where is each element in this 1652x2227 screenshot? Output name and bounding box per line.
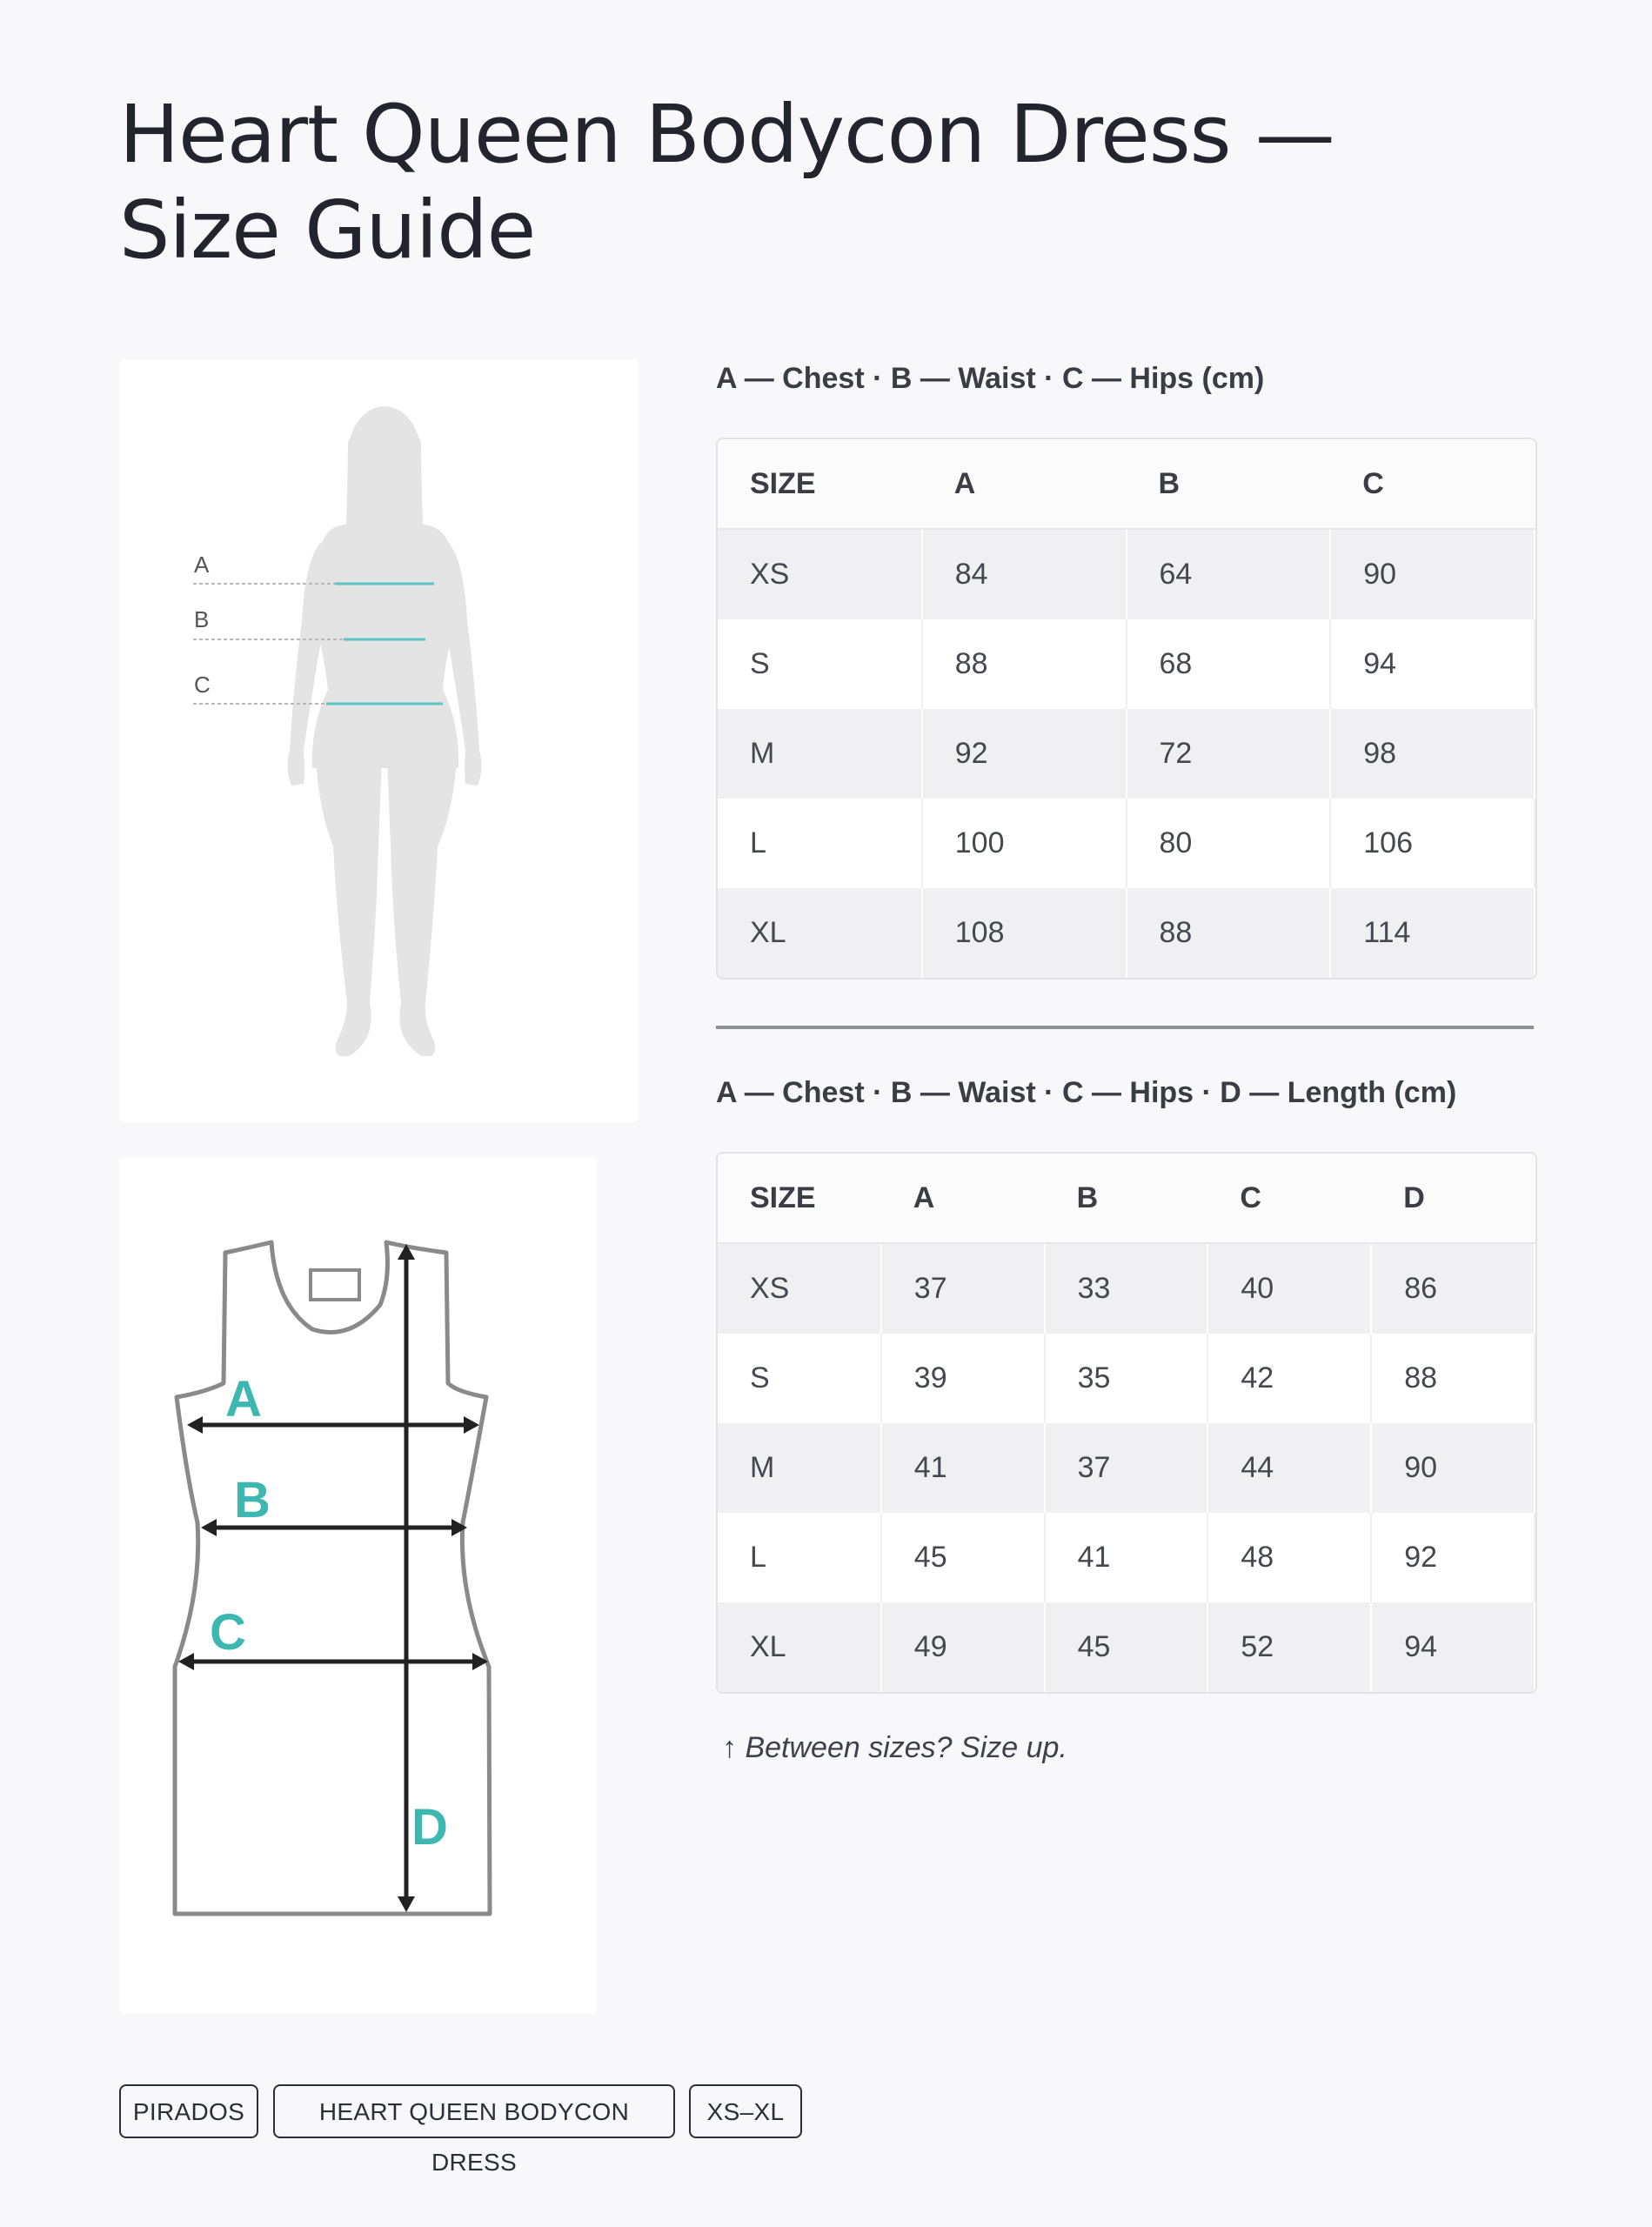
table-cell: M xyxy=(718,1423,881,1513)
arrow-up-icon: ↑ xyxy=(722,1731,737,1764)
table-cell: 45 xyxy=(1045,1602,1208,1692)
table-cell: 41 xyxy=(1045,1513,1208,1602)
column-header: B xyxy=(1045,1154,1208,1243)
table-row xyxy=(718,1513,1535,1602)
table-row xyxy=(718,529,1535,619)
table-cell: 40 xyxy=(1207,1243,1371,1334)
table-cell: L xyxy=(718,1513,881,1602)
table-row xyxy=(718,1602,1535,1692)
table-cell: 90 xyxy=(1371,1423,1535,1513)
column-header: A xyxy=(881,1154,1045,1243)
table-cell: 114 xyxy=(1330,888,1535,978)
table-cell: 45 xyxy=(881,1513,1045,1602)
body-silhouette-illustration xyxy=(119,359,639,1122)
table-cell: 88 xyxy=(922,619,1127,709)
dress-label-d: D xyxy=(411,1799,448,1856)
column-header: A xyxy=(922,439,1127,529)
section-divider xyxy=(716,1026,1534,1029)
table-cell: 39 xyxy=(881,1334,1045,1423)
body-label-a: A xyxy=(194,552,210,578)
table-cell: 108 xyxy=(922,888,1127,978)
table-cell: XS xyxy=(718,529,922,619)
table-row xyxy=(718,709,1535,799)
garment-table-heading: A — Chest · B — Waist · C — Hips · D — Length (cm) xyxy=(716,1076,1457,1109)
dress-outline-illustration xyxy=(119,1157,597,2014)
table-row xyxy=(718,1334,1535,1423)
table-row xyxy=(718,888,1535,978)
column-header: D xyxy=(1371,1154,1535,1243)
table-cell: 90 xyxy=(1330,529,1535,619)
column-header: SIZE xyxy=(718,439,922,529)
table-cell: 68 xyxy=(1127,619,1331,709)
table-header-row xyxy=(718,439,1535,529)
table-cell: M xyxy=(718,709,922,799)
column-header: C xyxy=(1207,1154,1371,1243)
page-title: Heart Queen Bodycon Dress — Size Guide xyxy=(119,88,1334,277)
table-cell: 37 xyxy=(881,1243,1045,1334)
table-cell: 52 xyxy=(1207,1602,1371,1692)
table-cell: 49 xyxy=(881,1602,1045,1692)
table-cell: L xyxy=(718,799,922,888)
table-cell: 92 xyxy=(922,709,1127,799)
table-cell: S xyxy=(718,619,922,709)
table-cell: 106 xyxy=(1330,799,1535,888)
column-header: C xyxy=(1330,439,1535,529)
table-cell: 88 xyxy=(1127,888,1331,978)
table-cell: 80 xyxy=(1127,799,1331,888)
dress-label-a: A xyxy=(225,1371,262,1428)
size-note xyxy=(722,1731,1067,1765)
table-row xyxy=(718,619,1535,709)
table-cell: 84 xyxy=(922,529,1127,619)
table-cell: 37 xyxy=(1045,1423,1208,1513)
size-note-text: Between sizes? Size up. xyxy=(745,1731,1067,1764)
table-cell: 35 xyxy=(1045,1334,1208,1423)
body-label-b: B xyxy=(194,606,210,632)
table-cell: 48 xyxy=(1207,1513,1371,1602)
table-cell: 41 xyxy=(881,1423,1045,1513)
table-cell: 72 xyxy=(1127,709,1331,799)
table-cell: 33 xyxy=(1045,1243,1208,1334)
table-cell: 94 xyxy=(1371,1602,1535,1692)
table-row xyxy=(718,1243,1535,1334)
table-cell: 44 xyxy=(1207,1423,1371,1513)
body-label-c: C xyxy=(194,672,211,698)
table-cell: 92 xyxy=(1371,1513,1535,1602)
garment-size-table xyxy=(716,1152,1537,1694)
dress-measurement-figure xyxy=(119,1157,597,2014)
tag-size-range[interactable]: XS–XL xyxy=(689,2084,802,2138)
table-row xyxy=(718,1423,1535,1513)
dress-label-b: B xyxy=(234,1472,271,1528)
table-cell: 98 xyxy=(1330,709,1535,799)
table-row xyxy=(718,799,1535,888)
table-cell: 86 xyxy=(1371,1243,1535,1334)
column-header: B xyxy=(1127,439,1331,529)
dress-label-c: C xyxy=(210,1604,246,1661)
table-cell: 100 xyxy=(922,799,1127,888)
table-cell: S xyxy=(718,1334,881,1423)
table-cell: 88 xyxy=(1371,1334,1535,1423)
table-cell: 64 xyxy=(1127,529,1331,619)
table-cell: 94 xyxy=(1330,619,1535,709)
table-cell: XL xyxy=(718,1602,881,1692)
tag-product[interactable]: HEART QUEEN BODYCON DRESS xyxy=(273,2084,675,2138)
table-cell: 42 xyxy=(1207,1334,1371,1423)
table-header-row xyxy=(718,1154,1535,1243)
body-table-heading: A — Chest · B — Waist · C — Hips (cm) xyxy=(716,362,1265,395)
body-measurement-figure xyxy=(119,359,639,1122)
body-size-table xyxy=(716,438,1537,980)
tag-brand[interactable]: PIRADOS xyxy=(119,2084,258,2138)
table-cell: XS xyxy=(718,1243,881,1334)
table-cell: XL xyxy=(718,888,922,978)
column-header: SIZE xyxy=(718,1154,881,1243)
